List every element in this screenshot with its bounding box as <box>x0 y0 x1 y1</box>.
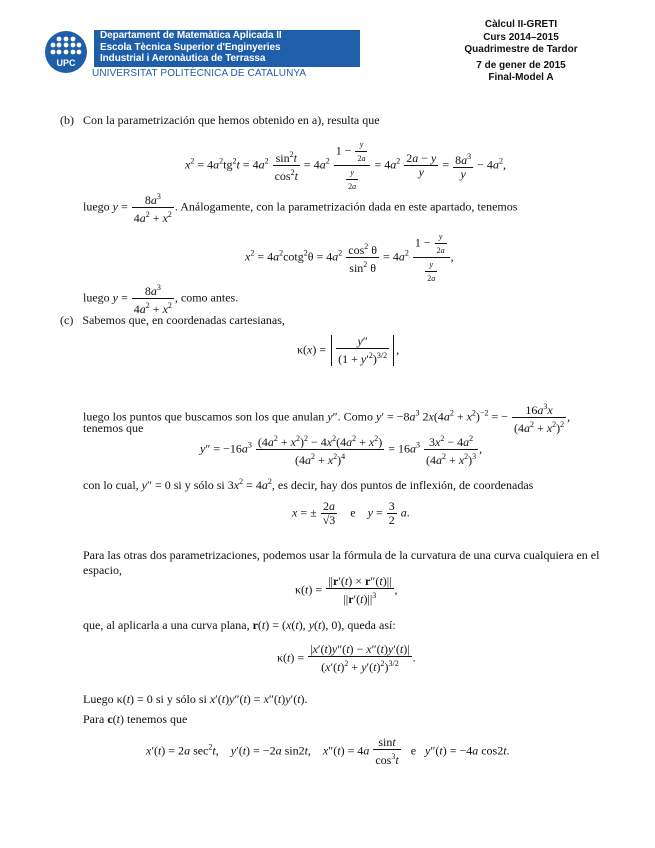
university-name: UNIVERSITAT POLITÈCNICA DE CATALUNYA <box>92 68 307 79</box>
exam-model: Final-Model A <box>488 72 554 84</box>
course-year: Curs 2014–2015 <box>483 31 559 43</box>
upc-logo-icon <box>44 30 88 74</box>
department-banner <box>94 30 360 67</box>
equation-curvature-space: κ(t) = $\frac{||r'(t) \times r''(t)||}{||r'(t)||^3}$ , <box>295 574 398 606</box>
b-como-antes-line: luego y = $\frac{8a^3}{4a^2 + x^2}$ , como antes. <box>83 283 239 316</box>
university-logo <box>44 30 344 78</box>
semester: Quadrimestre de Tardor <box>464 44 578 56</box>
para-c-line: Para c(t) tenemos que <box>83 712 188 726</box>
logo-text: UPC <box>56 58 76 68</box>
item-label-b: (b) <box>60 113 74 127</box>
item-label-c: (c) <box>60 313 74 327</box>
plane-curve-line: que, al aplicarla a una curva plana, r(t) = (x(t), y(t), 0), queda así: <box>83 618 396 632</box>
b-luego-line: luego y = $\frac{8a^3}{4a^2 + x^2}$ . Análogamente, con la parametrización dada en este apartado, tenemos <box>83 192 518 225</box>
exam-date: 7 de gener de 2015 <box>476 59 566 71</box>
dept-line-2: Escola Tècnica Superior d'Enginyeries <box>100 41 281 53</box>
course-name: Càlcul II-GRETI <box>484 19 558 30</box>
dept-line-3: Industrial i Aeronàutica de Terrassa <box>100 53 266 64</box>
equation-second-derivative: $y'' = -16a^3$ $\frac{(4a^2 + x^2)^2 - 4x^2(4a^2 + x^2)}{(4a^2 + x^2)^4}$ = $16a^3$ $\frac{3x^2 - 4a^2}{(4a^2 + x^2)^3}$ , <box>200 434 483 467</box>
tenemos-que-text: tenemos que <box>83 421 144 435</box>
dept-line-1: Departament de Matemàtica Aplicada II <box>100 30 282 41</box>
equation-b1: $x^2 = 4a^2tg^2t = 4a^2$ $\frac{\sin^2t}{\cos^2t}$ = $4a^2$ 1 − $\frac{y}{2a}$ $\frac{y}{2a}$ = $4a^2$ $\frac{2a - y}{y}$ = $\frac{8a^3}{y}$ − $4a^2$, <box>185 140 506 191</box>
equation-derivatives: x′(t) = 2a $\sec^2t$, y′(t) = −2a sin2t, x″(t) = 4a $\frac{\sin t}{\cos^3t}$ e y″(t) = −4a cos2t. <box>146 735 510 767</box>
equation-inflection-points: x = ± $\frac{2a}{√3}$ e y = $\frac{3}{2}$ a. <box>292 499 410 527</box>
otras-line-2: espacio, <box>83 563 122 577</box>
exam-info <box>431 19 611 85</box>
equation-curvature-plane: κ(t) = $\frac{|x'(t)y''(t) - x''(t)y'(t)|}{(x'(t)^2 + y'(t)^2)^{3/2}}$ . <box>277 642 416 674</box>
c-intro-text: Sabemos que, en coordenadas cartesianas, <box>82 313 285 327</box>
inflection-line: con lo cual, y″ = 0 si y sólo si $3x^2 = 4a^2$, es decir, hay dos puntos de inflexión, de coordenadas <box>83 477 534 492</box>
equation-curvature-cartesian: κ(x) = $\frac{y''}{(1 + y'^2)^{3/2}}$ , <box>297 334 400 366</box>
c-line <box>60 313 285 327</box>
curvature-zero-line: Luego κ(t) = 0 si y sólo si x′(t)y″(t) = x″(t)y′(t). <box>83 692 308 706</box>
otras-line-1: Para las otras dos parametrizaciones, podemos usar la fórmula de la curvatura de una curva cualquiera en el <box>83 548 600 562</box>
equation-b2: $x^2 = 4a^2\cot g^2\theta = 4a^2$ $\frac{\cos^2 \theta}{\sin^2 \theta}$ = $4a^2$ 1 − $\frac{y}{2a}$ $\frac{y}{2a}$ , <box>245 232 454 283</box>
c-anulan-line: luego los puntos que buscamos son los que anulan y″. Como $y' = -8a^3$ $2x(4a^2 + x^2)^{-2}$ = − $\frac{16a^3x}{(4a^2 + x^2)^2}$ , <box>83 402 571 435</box>
b-intro-text: Con la parametrización que hemos obtenido en a), resulta que <box>83 113 380 127</box>
b-line <box>60 113 380 127</box>
